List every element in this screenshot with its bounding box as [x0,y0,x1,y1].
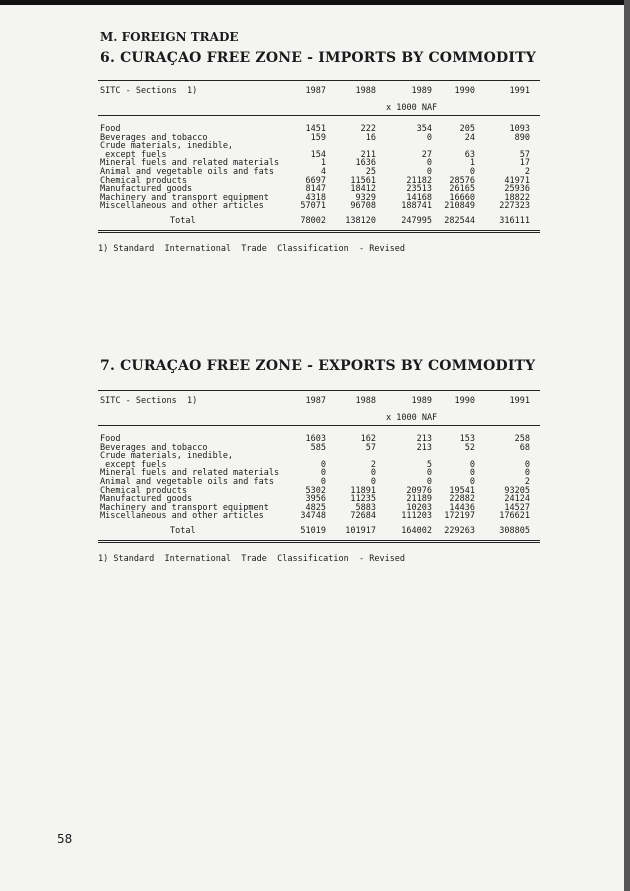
row-value: 0 [426,477,432,487]
row-value: 154 [310,149,326,160]
row-value: 213 [416,442,432,453]
total-value: 247995 [401,216,432,226]
row-value: 41971 [504,175,530,186]
row-value: 0 [469,167,475,177]
row-value: 111203 [401,511,432,522]
row-value: 0 [426,468,432,479]
footnote: 1) Standard International Trade Classification - Revised [98,554,406,564]
footnote: 1) Standard International Trade Classification - Revised [98,244,406,254]
row-value: 68 [519,442,530,453]
row-value: 0 [469,459,475,470]
row-value: 0 [426,132,432,143]
header-bottom-rule [98,425,540,426]
row-value: 0 [524,459,530,470]
row-value: 14168 [406,192,432,203]
row-value: 4318 [305,192,326,203]
total-value: 78002 [300,216,326,226]
row-value: 22882 [449,494,475,505]
row-value: 0 [370,477,376,487]
year-header: 1991 [509,396,530,406]
row-value: 1603 [305,434,326,444]
row-value: 1 [320,158,326,169]
row-value: 1093 [509,124,530,134]
year-header: 1989 [411,396,432,406]
row-label: Miscellaneous and other articles [100,201,264,212]
row-value: 213 [416,434,432,444]
row-value: 63 [464,149,475,160]
row-value: 354 [416,124,432,134]
row-value: 24 [464,132,475,143]
scan-right-edge [624,0,630,891]
table-top-rule [98,80,540,81]
row-value: 20976 [406,485,432,496]
row-value: 28576 [449,175,475,186]
year-header: 1991 [509,86,530,96]
row-value: 227323 [499,201,530,212]
year-header: 1989 [411,86,432,96]
total-value: 101917 [345,526,376,536]
total-row [98,526,540,535]
row-value: 11235 [350,494,376,505]
row-value: 5 [426,459,432,470]
table-title-imports: 6. CURAÇAO FREE ZONE - IMPORTS BY COMMODITY [100,50,536,66]
row-value: 1451 [305,124,326,134]
row-label: Crude materials, inedible, [100,141,234,152]
row-label: Machinery and transport equipment [100,192,269,203]
row-value: 0 [320,459,326,470]
row-label: Animal and vegetable oils and fats [100,167,274,177]
row-value: 2 [370,459,376,470]
row-value: 2 [524,477,530,487]
row-value: 4825 [305,502,326,513]
row-value: 4 [320,167,326,177]
table-row [98,511,540,520]
row-value: 0 [426,158,432,169]
row-value: 18822 [504,192,530,203]
year-header: 1987 [305,86,326,96]
row-label: except fuels [100,459,167,470]
row-label: Chemical products [100,485,187,496]
row-value: 176621 [499,511,530,522]
year-header: 1988 [355,396,376,406]
row-value: 14527 [504,502,530,513]
scan-top-border [0,0,630,5]
total-value: 282544 [444,216,475,226]
row-value: 258 [514,434,530,444]
row-value: 210849 [444,201,475,212]
row-value: 5883 [355,502,376,513]
stub-header: SITC - Sections 1) [100,396,198,406]
row-label: Beverages and tobacco [100,442,208,453]
row-value: 0 [426,167,432,177]
row-value: 585 [310,442,326,453]
row-value: 25 [365,167,376,177]
row-value: 18412 [350,184,376,195]
row-value: 11891 [350,485,376,496]
row-label: Mineral fuels and related materials [100,158,280,169]
row-value: 3956 [305,494,326,505]
row-label: Chemical products [100,175,187,186]
header-bottom-rule [98,115,540,116]
table-bottom-rule [98,540,540,543]
row-label: Manufactured goods [100,184,193,195]
table-top-rule [98,390,540,391]
row-value: 17 [519,158,530,169]
table-title-exports: 7. CURAÇAO FREE ZONE - EXPORTS BY COMMODITY [100,358,536,374]
row-value: 0 [370,468,376,479]
row-label: Beverages and tobacco [100,132,208,143]
unit-label: x 1000 NAF [386,103,438,113]
row-label: except fuels [100,149,167,160]
year-header: 1990 [454,86,475,96]
total-value: 138120 [345,216,376,226]
row-value: 9329 [355,192,376,203]
row-value: 57071 [300,201,326,212]
row-label: Manufactured goods [100,494,193,505]
row-value: 23513 [406,184,432,195]
row-value: 0 [320,477,326,487]
row-value: 162 [360,434,376,444]
table-bottom-rule [98,230,540,233]
row-value: 205 [459,124,475,134]
row-value: 25936 [504,184,530,195]
row-value: 0 [469,477,475,487]
page-number: 58 [57,832,73,846]
row-value: 5302 [305,485,326,496]
row-label: Mineral fuels and related materials [100,468,280,479]
row-value: 10203 [406,502,432,513]
total-value: 316111 [499,216,530,226]
row-value: 211 [360,149,376,160]
row-value: 172197 [444,511,475,522]
row-label: Food [100,434,121,444]
table-row [98,201,540,210]
row-value: 96708 [350,201,376,212]
row-value: 27 [421,149,432,160]
row-label: Machinery and transport equipment [100,502,269,513]
stub-header: SITC - Sections 1) [100,86,198,96]
row-value: 21189 [406,494,432,505]
row-value: 24124 [504,494,530,505]
row-value: 222 [360,124,376,134]
row-value: 0 [524,468,530,479]
total-value: 164002 [401,526,432,536]
year-header: 1988 [355,86,376,96]
row-value: 6697 [305,175,326,186]
row-value: 153 [459,434,475,444]
row-value: 14436 [449,502,475,513]
section-heading: M. FOREIGN TRADE [100,30,239,44]
row-value: 890 [514,132,530,143]
row-value: 19541 [449,485,475,496]
row-value: 72684 [350,511,376,522]
row-value: 21182 [406,175,432,186]
total-label: Total [170,526,196,536]
row-value: 93205 [504,485,530,496]
year-header: 1987 [305,396,326,406]
total-label: Total [170,216,196,226]
row-value: 26165 [449,184,475,195]
year-header: 1990 [454,396,475,406]
row-label: Crude materials, inedible, [100,451,234,462]
row-value: 57 [519,149,530,160]
row-label: Animal and vegetable oils and fats [100,477,274,487]
unit-label: x 1000 NAF [386,413,438,423]
total-value: 229263 [444,526,475,536]
row-value: 52 [464,442,475,453]
row-value: 16660 [449,192,475,203]
total-value: 308805 [499,526,530,536]
total-row [98,216,540,225]
row-label: Miscellaneous and other articles [100,511,264,522]
row-value: 159 [310,132,326,143]
row-value: 57 [365,442,376,453]
row-value: 34748 [300,511,326,522]
row-value: 0 [469,468,475,479]
row-value: 1636 [355,158,376,169]
total-value: 51019 [300,526,326,536]
row-value: 188741 [401,201,432,212]
row-value: 0 [320,468,326,479]
row-value: 11561 [350,175,376,186]
row-value: 8147 [305,184,326,195]
row-value: 16 [365,132,376,143]
row-value: 1 [469,158,475,169]
row-label: Food [100,124,121,134]
row-value: 2 [524,167,530,177]
